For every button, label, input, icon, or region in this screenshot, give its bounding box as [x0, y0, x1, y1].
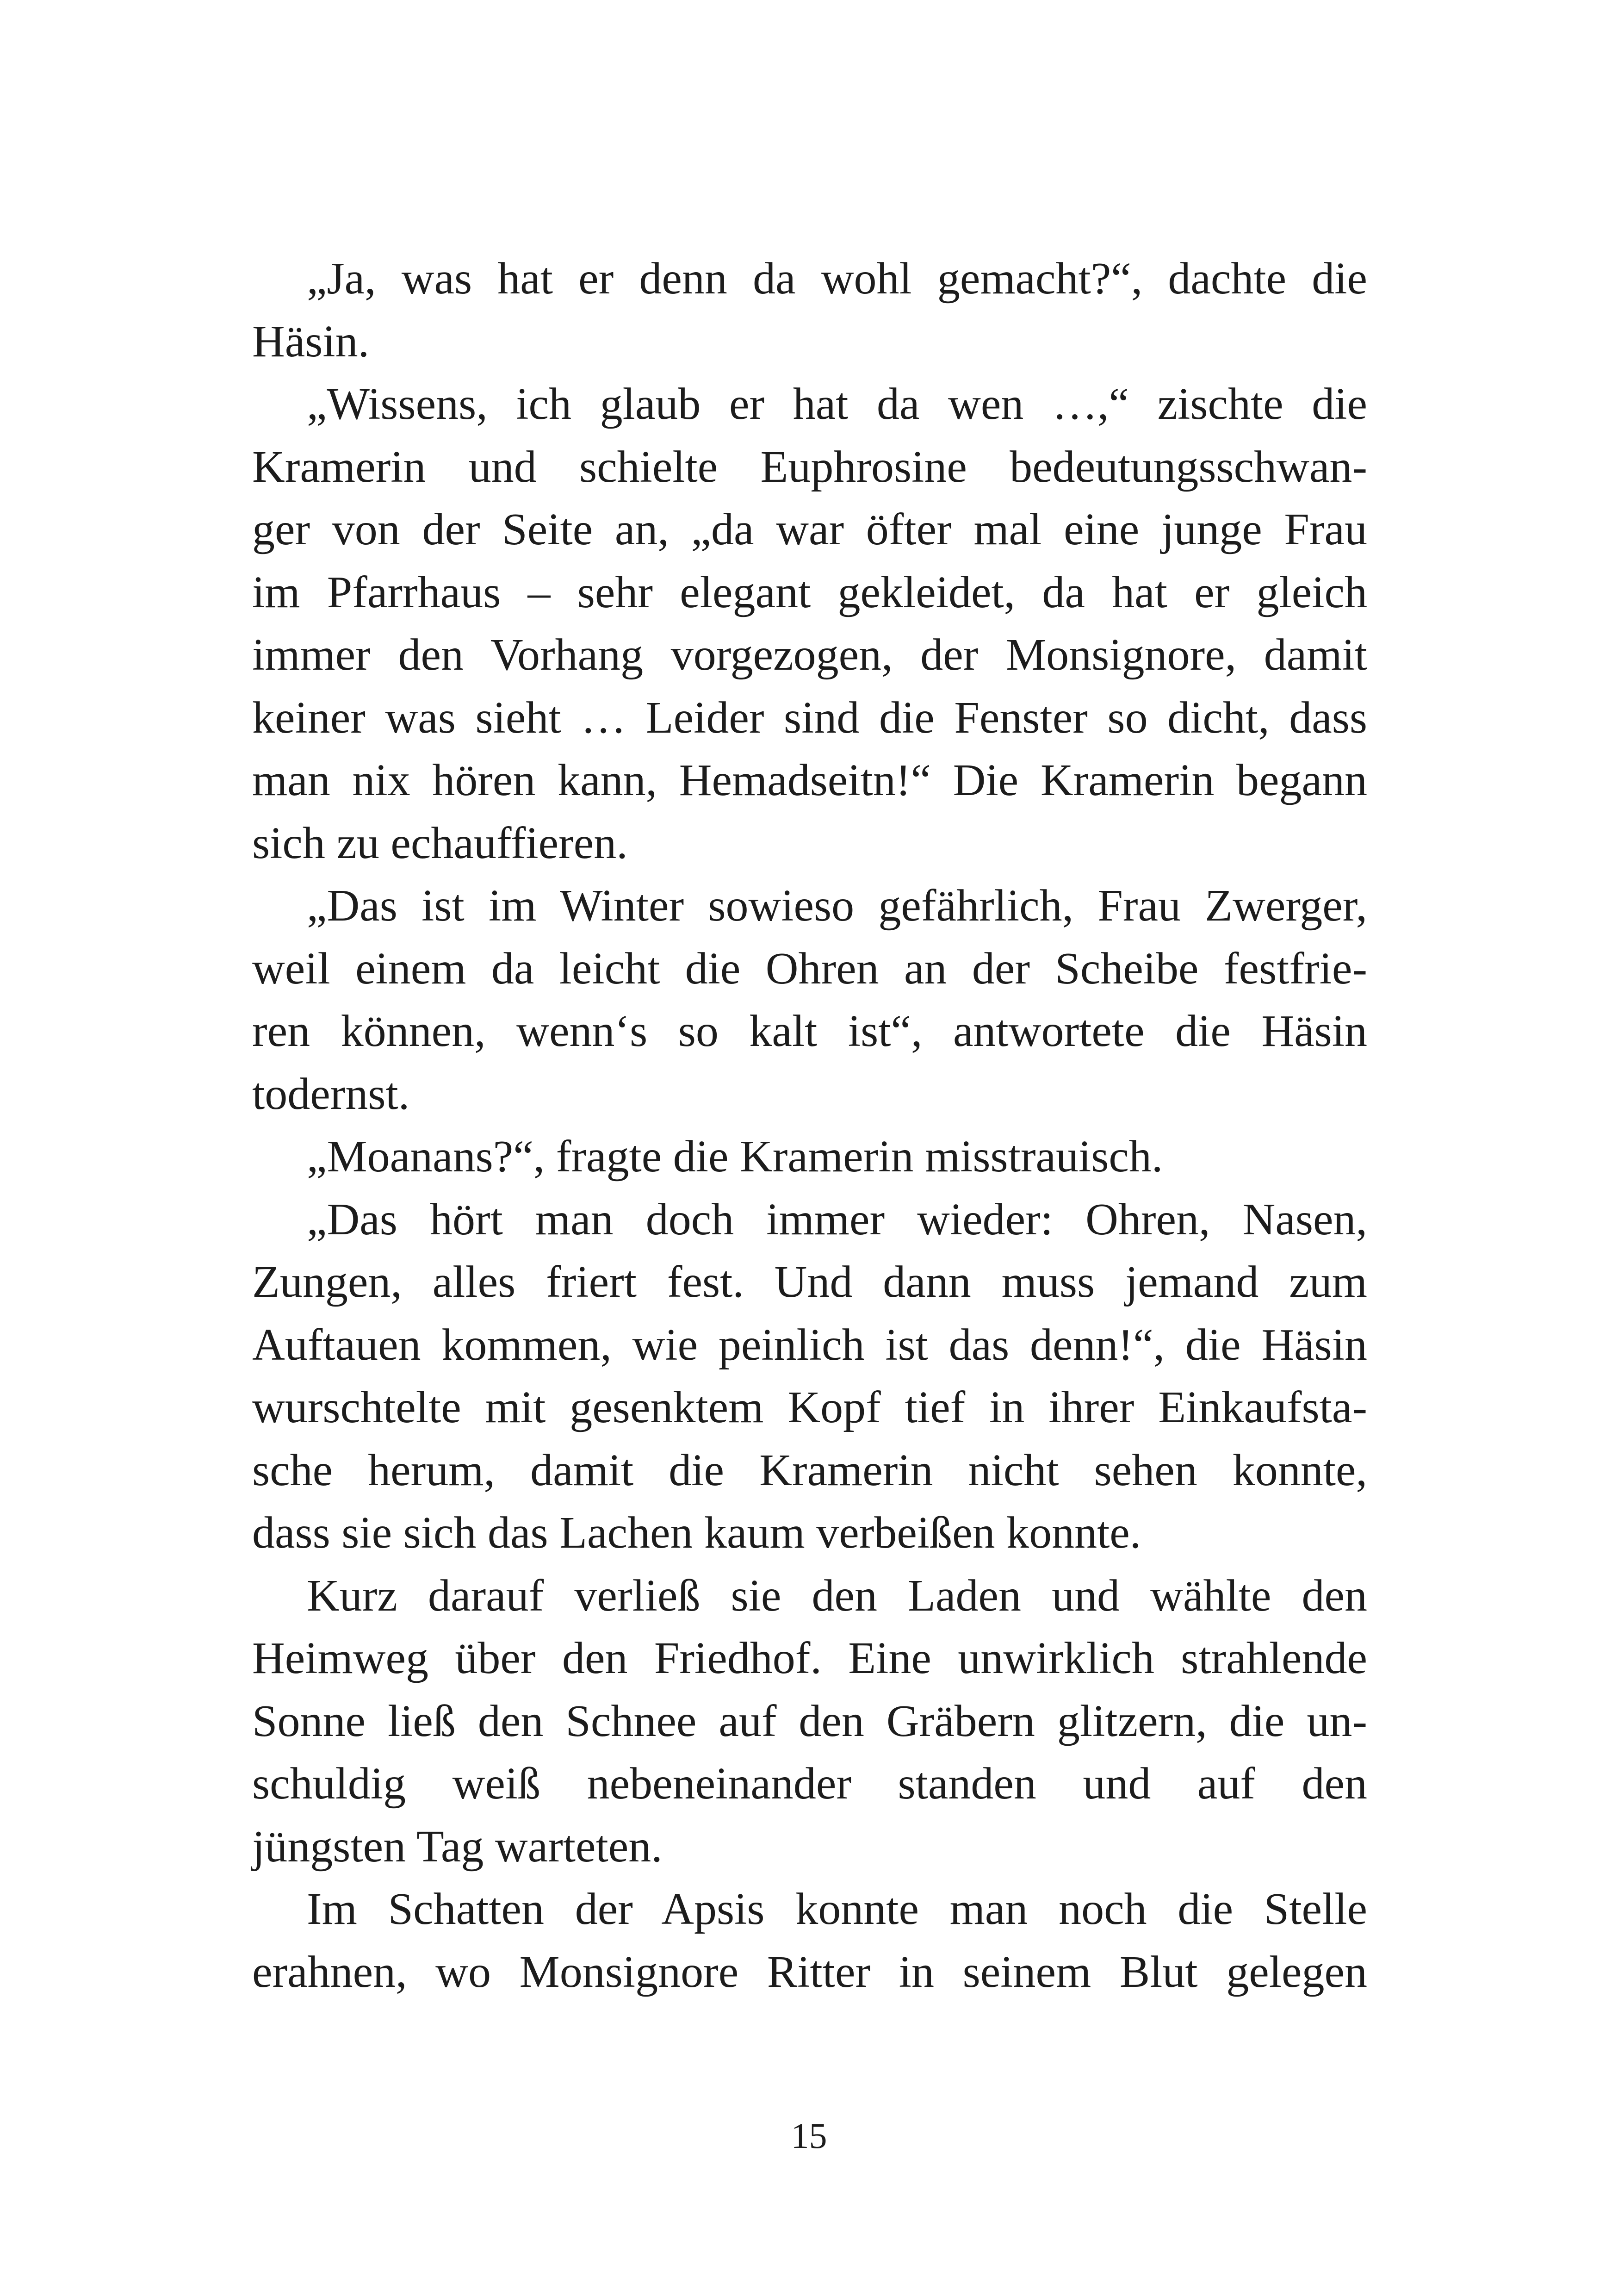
text-line: wurschtelte mit gesenktem Kopf tief in ihrer Einkaufsta- — [252, 1382, 1367, 1432]
text-line: „Wissens, ich glaub er hat da wen …,“ zischte die — [307, 379, 1367, 429]
text-line: „Das hört man doch immer wieder: Ohren, Nasen, — [307, 1194, 1367, 1244]
text-line: Kurz darauf verließ sie den Laden und wählte den — [307, 1570, 1367, 1621]
text-line: Häsin. — [252, 316, 370, 367]
text-line: Im Schatten der Apsis konnte man noch die Stelle — [307, 1884, 1367, 1934]
text-line: todernst. — [252, 1069, 410, 1119]
text-line: Kramerin und schielte Euphrosine bedeutungsschwan- — [252, 442, 1367, 492]
text-line: man nix hören kann, Hemadseitn!“ Die Kramerin begann — [252, 755, 1367, 805]
text-line: Zungen, alles friert fest. Und dann muss jemand zum — [252, 1257, 1367, 1307]
body-text — [252, 248, 1367, 2004]
text-line: erahnen, wo Monsignore Ritter in seinem Blut gelegen — [252, 1947, 1367, 1997]
text-line: schuldig weiß nebeneinander standen und auf den — [252, 1759, 1367, 1809]
text-line: im Pfarrhaus – sehr elegant gekleidet, da hat er gleich — [252, 567, 1367, 617]
text-line: Heimweg über den Friedhof. Eine unwirklich strahlende — [252, 1633, 1367, 1683]
text-line: immer den Vorhang vorgezogen, der Monsignore, damit — [252, 630, 1367, 680]
text-line: sich zu echauffieren. — [252, 818, 628, 868]
text-line: „Ja, was hat er denn da wohl gemacht?“, dachte die — [307, 254, 1367, 304]
text-line: jüngsten Tag warteten. — [252, 1821, 663, 1872]
text-line: weil einem da leicht die Ohren an der Scheibe festfrie- — [252, 943, 1367, 994]
page-number: 15 — [791, 2116, 827, 2156]
text-line: sche herum, damit die Kramerin nicht sehen konnte, — [252, 1445, 1367, 1495]
text-line: „Das ist im Winter sowieso gefährlich, Frau Zwerger, — [307, 881, 1367, 931]
text-line: Sonne ließ den Schnee auf den Gräbern glitzern, die un- — [252, 1696, 1367, 1746]
text-line: dass sie sich das Lachen kaum verbeißen konnte. — [252, 1508, 1141, 1558]
text-line: keiner was sieht … Leider sind die Fenster so dicht, dass — [252, 692, 1367, 743]
text-line: ren können, wenn‘s so kalt ist“, antwortete die Häsin — [252, 1006, 1367, 1056]
text-line: Auftauen kommen, wie peinlich ist das denn!“, die Häsin — [252, 1319, 1367, 1370]
text-line: ger von der Seite an, „da war öfter mal eine junge Frau — [252, 504, 1367, 554]
text-line: „Moanans?“, fragte die Kramerin misstrauisch. — [307, 1132, 1163, 1182]
